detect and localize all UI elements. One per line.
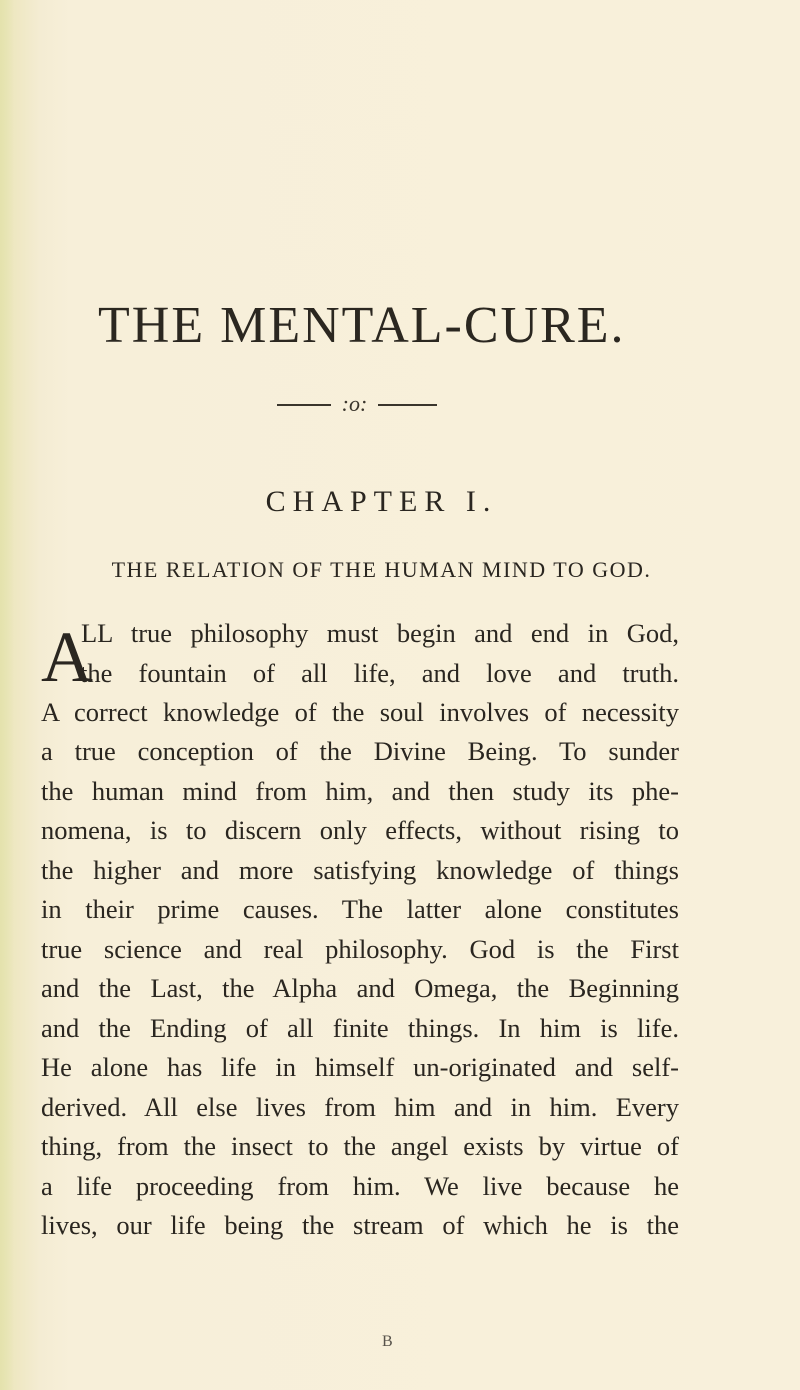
body-line: thing, from the insect to the angel exists by virtue of — [41, 1131, 679, 1161]
ornament-rule-right — [378, 404, 437, 406]
chapter-heading: CHAPTER I. — [265, 485, 498, 518]
body-line: and the Ending of all finite things. In him is life. — [41, 1013, 679, 1043]
body-line: a life proceeding from him. We live because he — [41, 1171, 679, 1201]
body-line: LL true philosophy must begin and end in God, — [81, 618, 679, 648]
body-line: the higher and more satisfying knowledge of things — [41, 855, 679, 885]
body-line: lives, our life being the stream of which he is the — [41, 1210, 679, 1240]
signature-mark: B — [382, 1333, 394, 1350]
title-ornament — [0, 390, 800, 420]
drop-cap: A — [41, 617, 93, 697]
body-line: nomena, is to discern only effects, without rising to — [41, 815, 679, 845]
body-line: a true conception of the Divine Being. To sunder — [41, 736, 679, 766]
body-line: A correct knowledge of the soul involves of necessity — [41, 697, 679, 727]
body-line: He alone has life in himself un-originated and self- — [41, 1052, 679, 1082]
body-line: derived. All else lives from him and in him. Every — [41, 1092, 679, 1122]
ornament-rule-left — [277, 404, 331, 406]
chapter-subtitle: THE RELATION OF THE HUMAN MIND TO GOD. — [111, 557, 652, 582]
body-line: the human mind from him, and then study its phe- — [41, 776, 679, 806]
body-line: true science and real philosophy. God is the First — [41, 934, 679, 964]
ornament-mark: :o: — [341, 391, 368, 416]
book-title: THE MENTAL-CURE. — [98, 297, 626, 354]
page-edge-shading — [0, 0, 14, 1390]
body-line: and the Last, the Alpha and Omega, the Beginning — [41, 973, 679, 1003]
body-line: in their prime causes. The latter alone constitutes — [41, 894, 679, 924]
body-line: the fountain of all life, and love and truth. — [80, 658, 679, 688]
